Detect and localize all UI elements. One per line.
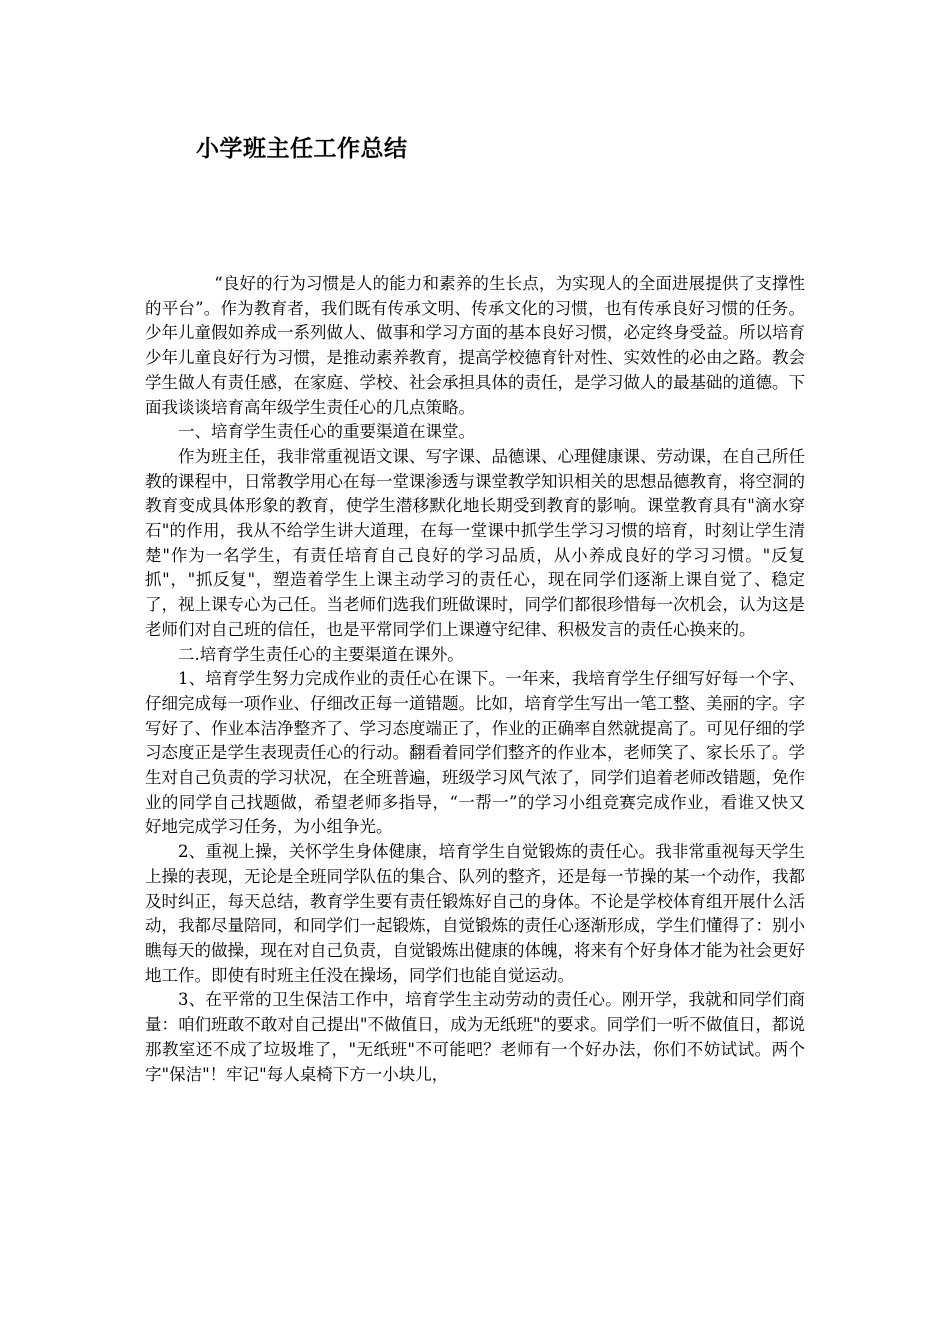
paragraph-classroom: 作为班主任，我非常重视语文课、写字课、品德课、心理健康课、劳动课，在自己所任教的课程中，日常教学用心在每一堂课渗透与课堂教学知识相关的思想品德教育，将空洞的教育变成具体形象的教育，使学生潜移默化地长期受到教育的影响。课堂教育具有"滴水穿石"的作用，我从不给学生讲大道理，在每一堂课中抓学生学习习惯的培育，时刻让学生清楚"作为一名学生，有责任培育自己良好的学习品质，从小养成良好的学习习惯。"反复抓"，"抓反复"，塑造着学生上课主动学习的责任心，现在同学们逐渐上课自觉了、稳定了，视上课专心为己任。当老师们选我们班做课时，同学们都很珍惜每一次机会，认为这是老师们对自己班的信任，也是平常同学们上课遵守纪律、积极发言的责任心换来的。 <box>145 446 805 639</box>
section-heading-2: 二.培育学生责任心的主要渠道在课外。 <box>178 644 464 664</box>
document-title: 小学班主任工作总结 <box>196 136 408 162</box>
section-heading-1: 一、培育学生责任心的重要渠道在课堂。 <box>178 422 475 442</box>
paragraph-intro: “良好的行为习惯是人的能力和素养的生长点，为实现人的全面进展提供了支撑性的平台”。作为教育者，我们既有传承文明、传承文化的习惯，也有传承良好习惯的任务。少年儿童假如养成一系列做人、做事和学习方面的基本良好习惯，必定终身受益。所以培育少年儿童良好行为习惯，是推动素养教育，提高学校德育针对性、实效性的必由之路。教会学生做人有责任感，在家庭、学校、社会承担具体的责任，是学习做人的最基础的道德。下面我谈谈培育高年级学生责任心的几点策略。 <box>145 274 805 417</box>
paragraph-exercise: 2、重视上操，关怀学生身体健康，培育学生自觉锻炼的责任心。我非常重视每天学生上操的表现，无论是全班同学队伍的集合、队列的整齐，还是每一节操的某一个动作，我都及时纠正，每天总结，教育学生要有责任锻炼好自己的身体。不论是学校体育组开展什么活动，我都尽量陪同，和同学们一起锻炼，自觉锻炼的责任心逐渐形成，学生们懂得了：别小瞧每天的做操，现在对自己负责，自觉锻炼出健康的体魄，将来有个好身体才能为社会更好地工作。即使有时班主任没在操场，同学们也能自觉运动。 <box>145 842 805 985</box>
document-body <box>145 272 805 1087</box>
paragraph-homework: 1、培育学生努力完成作业的责任心在课下。一年来，我培育学生仔细写好每一个字、仔细完成每一项作业、仔细改正每一道错题。比如，培育学生写出一笔工整、美丽的字。字写好了、作业本洁净整齐了、学习态度端正了，作业的正确率自然就提高了。可见仔细的学习态度正是学生表现责任心的行动。翻看着同学们整齐的作业本，老师笑了、家长乐了。学生对自己负责的学习状况，在全班普遍，班级学习风气浓了，同学们追着老师改错题，免作业的同学自己找题做，希望老师多指导，“一帮一”的学习小组竞赛完成作业，看谁又快又好地完成学习任务，为小组争光。 <box>145 669 805 837</box>
paragraph-cleaning: 3、在平常的卫生保洁工作中，培育学生主动劳动的责任心。刚开学，我就和同学们商量：咱们班敢不敢对自己提出"不做值日，成为无纸班"的要求。同学们一听不做值日，都说那教室还不成了垃圾堆了，"无纸班"不可能吧？老师有一个好办法，你们不妨试试。两个字"保洁"！牢记"每人桌椅下方一小块儿， <box>145 990 805 1084</box>
